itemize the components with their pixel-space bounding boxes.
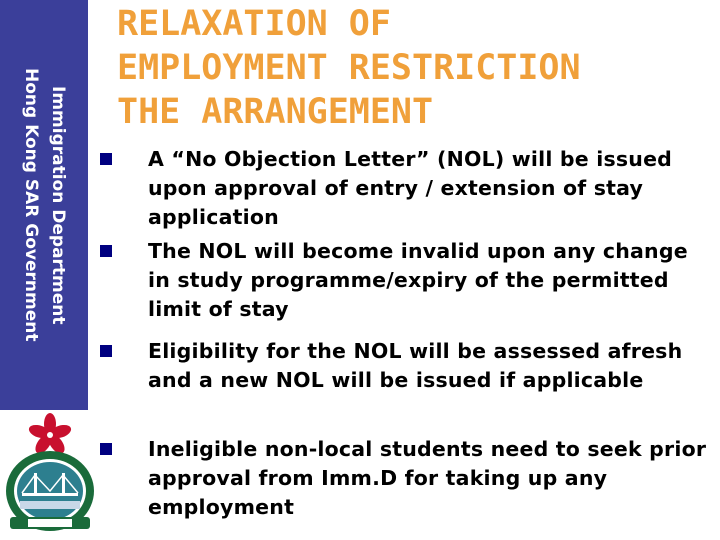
sidebar-line-department: Immigration Department: [48, 85, 68, 325]
sidebar-text: [0, 0, 88, 410]
bullet-item: [100, 337, 710, 395]
bullet-item: [100, 237, 710, 324]
bullet-text: The NOL will become invalid upon any change in study programme/expiry of the permitted limit of stay: [148, 239, 688, 321]
title-line-3: THE ARRANGEMENT: [117, 92, 434, 132]
title-line-1: RELAXATION OF: [117, 4, 391, 44]
bullet-text: Ineligible non-local students need to seek prior approval from Imm.D for taking up any employment: [148, 437, 707, 519]
sidebar-banner: [0, 0, 88, 410]
square-bullet-icon: [100, 245, 112, 257]
bullet-item: [100, 145, 710, 232]
title-line-2: EMPLOYMENT RESTRICTION: [117, 48, 581, 88]
slide-title: [117, 2, 712, 134]
square-bullet-icon: [100, 153, 112, 165]
immigration-department-crest-icon: [2, 413, 102, 535]
square-bullet-icon: [100, 443, 112, 455]
sidebar-line-government: Hong Kong SAR Government: [21, 68, 41, 342]
bullet-text: Eligibility for the NOL will be assessed afresh and a new NOL will be issued if applicable: [148, 339, 683, 392]
bullet-text: A “No Objection Letter” (NOL) will be issued upon approval of entry / extension of stay application: [148, 147, 673, 229]
bullet-item: [100, 435, 710, 522]
square-bullet-icon: [100, 345, 112, 357]
